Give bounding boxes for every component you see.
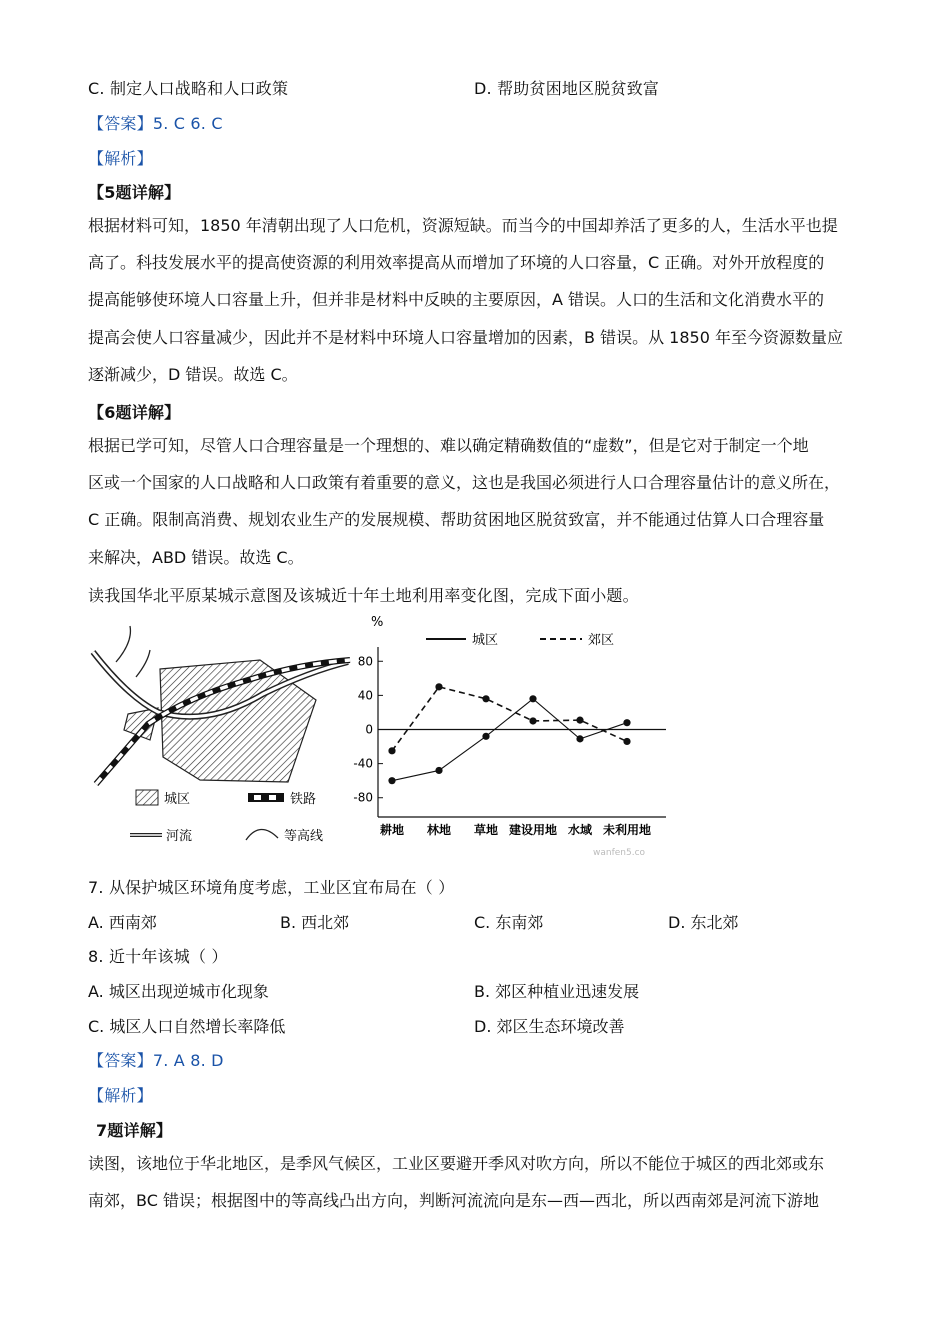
q6-line: 区或一个国家的人口战略和人口政策有着重要的意义，这也是我国必须进行人口合理容量估计的意义所在， (88, 473, 841, 493)
answer-line-1 (88, 111, 223, 134)
data-point (623, 738, 630, 745)
y-tick-label: 0 (365, 722, 373, 737)
q8-stem: 8. 近十年该城（ ） (88, 947, 228, 966)
q5-line: 提高会使人口容量减少，因此并不是材料中环境人口容量增加的因素，B 错误。从 1850 年至今资源数量应 (88, 327, 843, 347)
x-tick-label: 耕地 (379, 823, 405, 837)
q5-line: 高了。科技发展水平的提高使资源的利用效率提高从而增加了环境的人口容量，C 正确。对外开放程度的 (88, 253, 825, 273)
x-tick-label: 草地 (473, 823, 499, 837)
legend-contour-swatch (246, 829, 278, 840)
data-point (388, 777, 395, 784)
q5-line: 提高能够使环境人口容量上升，但并非是材料中反映的主要原因，A 错误。人口的生活和文化消费水平的 (88, 290, 825, 310)
x-tick-label: 水域 (567, 823, 593, 837)
q5-detail-title: 【5题详解】 (88, 183, 181, 202)
q6-option-c: C. 制定人口战略和人口政策 (88, 79, 289, 98)
watermark: wanfen5.co (593, 848, 646, 857)
analysis-label-2: 【解析】 (88, 1086, 153, 1105)
answer-line-2 (88, 1048, 224, 1071)
y-tick-label: -80 (353, 790, 373, 805)
answer-text: 7. A 8. D (152, 1051, 224, 1070)
q7-detail-text (88, 1145, 878, 1219)
q7-detail-title: 7题详解】 (96, 1121, 173, 1140)
q7-option-d: D. 东北郊 (668, 913, 739, 932)
q6-line: 根据已学可知，尽管人口合理容量是一个理想的、难以确定精确数值的“虚数”，但是它对于制定一个地 (88, 436, 809, 455)
data-point (482, 733, 489, 740)
legend-railway-label: 铁路 (290, 792, 317, 807)
question-intro: 读我国华北平原某城示意图及该城近十年土地利用率变化图，完成下面小题。 (88, 586, 639, 605)
q6-detail-title: 【6题详解】 (88, 403, 181, 422)
q8-option-b: B. 郊区种植业迅速发展 (474, 982, 640, 1001)
legend-urban-label: 城区 (472, 633, 499, 648)
q6-line: C 正确。限制高消费、规划农业生产的发展规模、帮助贫困地区脱贫致富，并不能通过估算人口合理容量 (88, 510, 825, 530)
series-line-suburb (392, 687, 627, 751)
q5-detail-text (88, 207, 878, 393)
data-point (576, 717, 583, 724)
y-tick-label: 40 (357, 688, 373, 703)
q6-option-d: D. 帮助贫困地区脱贫致富 (474, 79, 660, 98)
contour-line (136, 650, 150, 677)
x-tick-label: 建设用地 (508, 823, 558, 837)
figure (88, 612, 668, 857)
land-use-chart (353, 615, 666, 857)
q8-option-c: C. 城区人口自然增长率降低 (88, 1017, 286, 1036)
legend-river-label: 河流 (166, 829, 193, 844)
y-tick-label: 80 (357, 654, 373, 669)
q7-line: 读图，该地位于华北地区，是季风气候区，工业区要避开季风对吹方向，所以不能位于城区的西北郊或东 (88, 1154, 825, 1173)
q6-detail-text (88, 427, 878, 576)
answer-text: 5. C 6. C (152, 114, 223, 133)
data-point (435, 767, 442, 774)
figure-svg (88, 612, 668, 857)
legend-railway-swatch (248, 793, 284, 802)
data-point (623, 719, 630, 726)
analysis-label-1: 【解析】 (88, 149, 153, 168)
q5-line: 逐渐减少，D 错误。故选 C。 (88, 364, 298, 384)
legend-suburb-label: 郊区 (588, 633, 615, 648)
x-tick-label: 林地 (426, 823, 452, 837)
data-point (482, 695, 489, 702)
series-line-urban (392, 699, 627, 781)
data-point (576, 735, 583, 742)
q6-line: 来解决，ABD 错误。故选 C。 (88, 547, 304, 567)
legend-city-swatch (136, 790, 158, 805)
q7-option-b: B. 西北郊 (280, 913, 350, 932)
data-point (529, 695, 536, 702)
q5-line: 根据材料可知，1850 年清朝出现了人口危机，资源短缺。而当今的中国却养活了更多的人，生活水平也提 (88, 216, 838, 235)
legend-city-label: 城区 (164, 792, 191, 807)
q7-stem: 7. 从保护城区环境角度考虑，工业区宜布局在（ ） (88, 878, 455, 897)
q8-option-d: D. 郊区生态环境改善 (474, 1017, 625, 1036)
q8-option-a: A. 城区出现逆城市化现象 (88, 982, 269, 1001)
answer-label: 【答案】 (88, 114, 153, 133)
data-point (435, 683, 442, 690)
q7-line: 南郊，BC 错误；根据图中的等高线凸出方向，判断河流流向是东—西—西北，所以西南郊是河流下游地 (88, 1191, 819, 1211)
y-tick-label: -40 (353, 756, 373, 771)
city-map (93, 626, 350, 844)
contour-line (116, 626, 130, 662)
data-point (529, 717, 536, 724)
answer-label: 【答案】 (88, 1051, 153, 1070)
q7-option-a: A. 西南郊 (88, 913, 157, 932)
data-point (388, 747, 395, 754)
y-axis-unit: % (371, 615, 384, 630)
q7-option-c: C. 东南郊 (474, 913, 544, 932)
legend-contour-label: 等高线 (284, 829, 324, 844)
x-tick-label: 未利用地 (602, 823, 652, 837)
